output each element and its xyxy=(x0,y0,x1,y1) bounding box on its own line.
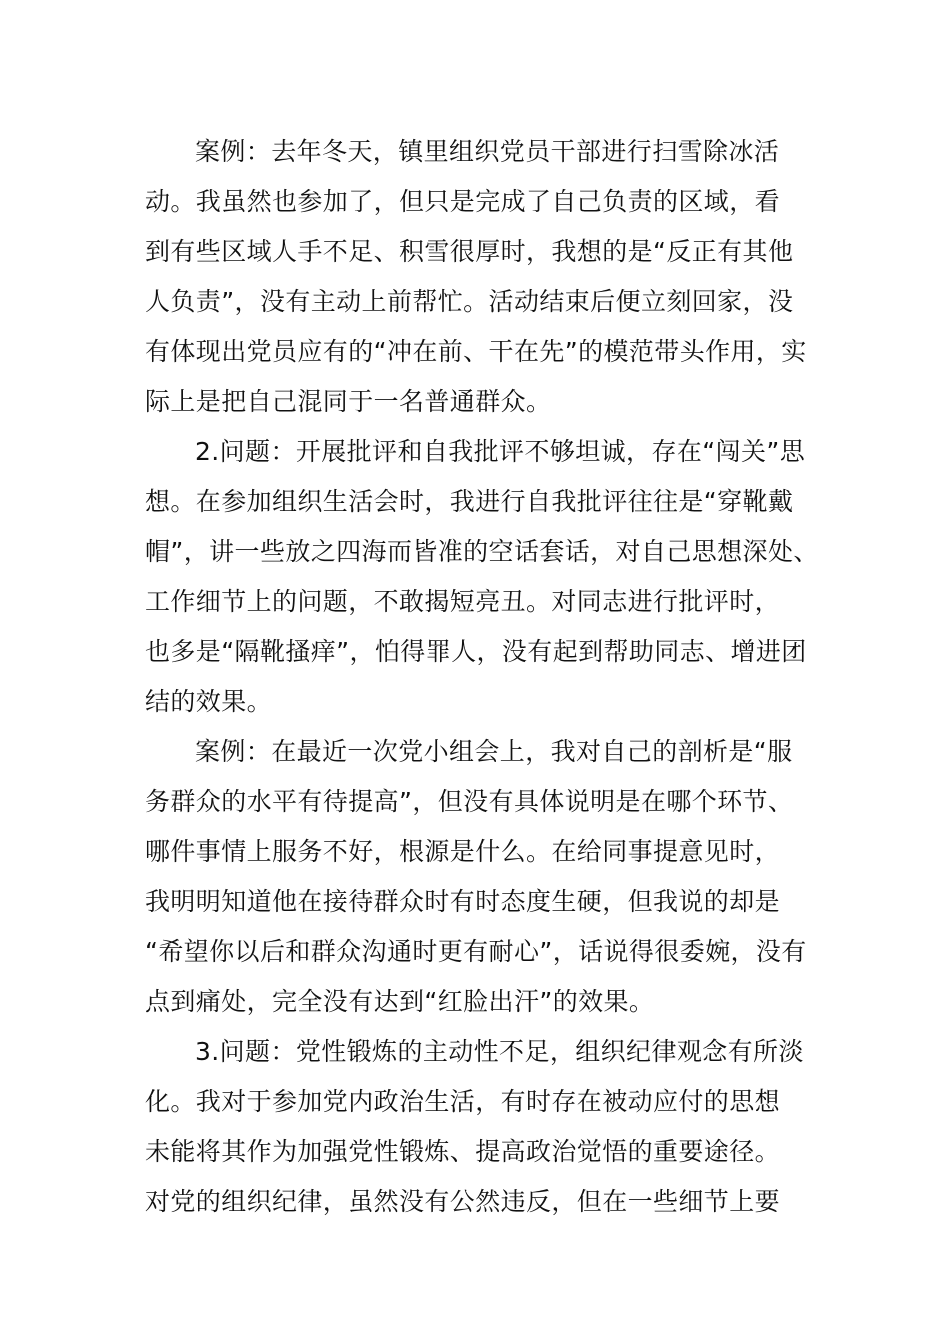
text-line: 化。我对于参加党内政治生活，有时存在被动应付的思想 xyxy=(145,1087,781,1116)
text-line: 想。在参加组织生活会时，我进行自我批评往往是“穿靴戴 xyxy=(145,487,794,516)
text-line: 未能将其作为加强党性锻炼、提高政治觉悟的重要途径。 xyxy=(145,1137,781,1166)
text-line: 3.问题：党性锻炼的主动性不足，组织纪律观念有所淡 xyxy=(195,1037,804,1066)
text-line: 案例：去年冬天，镇里组织党员干部进行扫雪除冰活 xyxy=(195,137,780,166)
text-line: 点到痛处，完全没有达到“红脸出汗”的效果。 xyxy=(145,987,655,1016)
text-line: 有体现出党员应有的“冲在前、干在先”的模范带头作用，实 xyxy=(145,337,807,366)
text-line: 对党的组织纪律，虽然没有公然违反，但在一些细节上要 xyxy=(145,1187,781,1216)
text-line: 务群众的水平有待提高”，但没有具体说明是在哪个环节、 xyxy=(145,787,794,816)
text-line: 哪件事情上服务不好，根源是什么。在给同事提意见时， xyxy=(145,837,781,866)
text-line: 际上是把自己混同于一名普通群众。 xyxy=(145,387,552,416)
text-line: 也多是“隔靴搔痒”，怕得罪人，没有起到帮助同志、增进团 xyxy=(145,637,807,666)
text-line: 帽”，讲一些放之四海而皆准的空话套话，对自己思想深处、 xyxy=(145,537,819,566)
text-line: 到有些区域人手不足、积雪很厚时，我想的是“反正有其他 xyxy=(145,237,794,266)
text-line: 2.问题：开展批评和自我批评不够坦诚，存在“闯关”思 xyxy=(195,437,806,466)
text-line: 动。我虽然也参加了，但只是完成了自己负责的区域，看 xyxy=(145,187,781,216)
text-line: 结的效果。 xyxy=(145,687,273,716)
text-line: 人负责”，没有主动上前帮忙。活动结束后便立刻回家，没 xyxy=(145,287,794,316)
document-body xyxy=(145,127,950,1227)
text-line: 案例：在最近一次党小组会上，我对自己的剖析是“服 xyxy=(195,737,793,766)
text-line: “希望你以后和群众沟通时更有耐心”，话说得很委婉，没有 xyxy=(145,937,807,966)
text-line: 我明明知道他在接待群众时有时态度生硬，但我说的却是 xyxy=(145,887,781,916)
text-line: 工作细节上的问题，不敢揭短亮丑。对同志进行批评时， xyxy=(145,587,781,616)
